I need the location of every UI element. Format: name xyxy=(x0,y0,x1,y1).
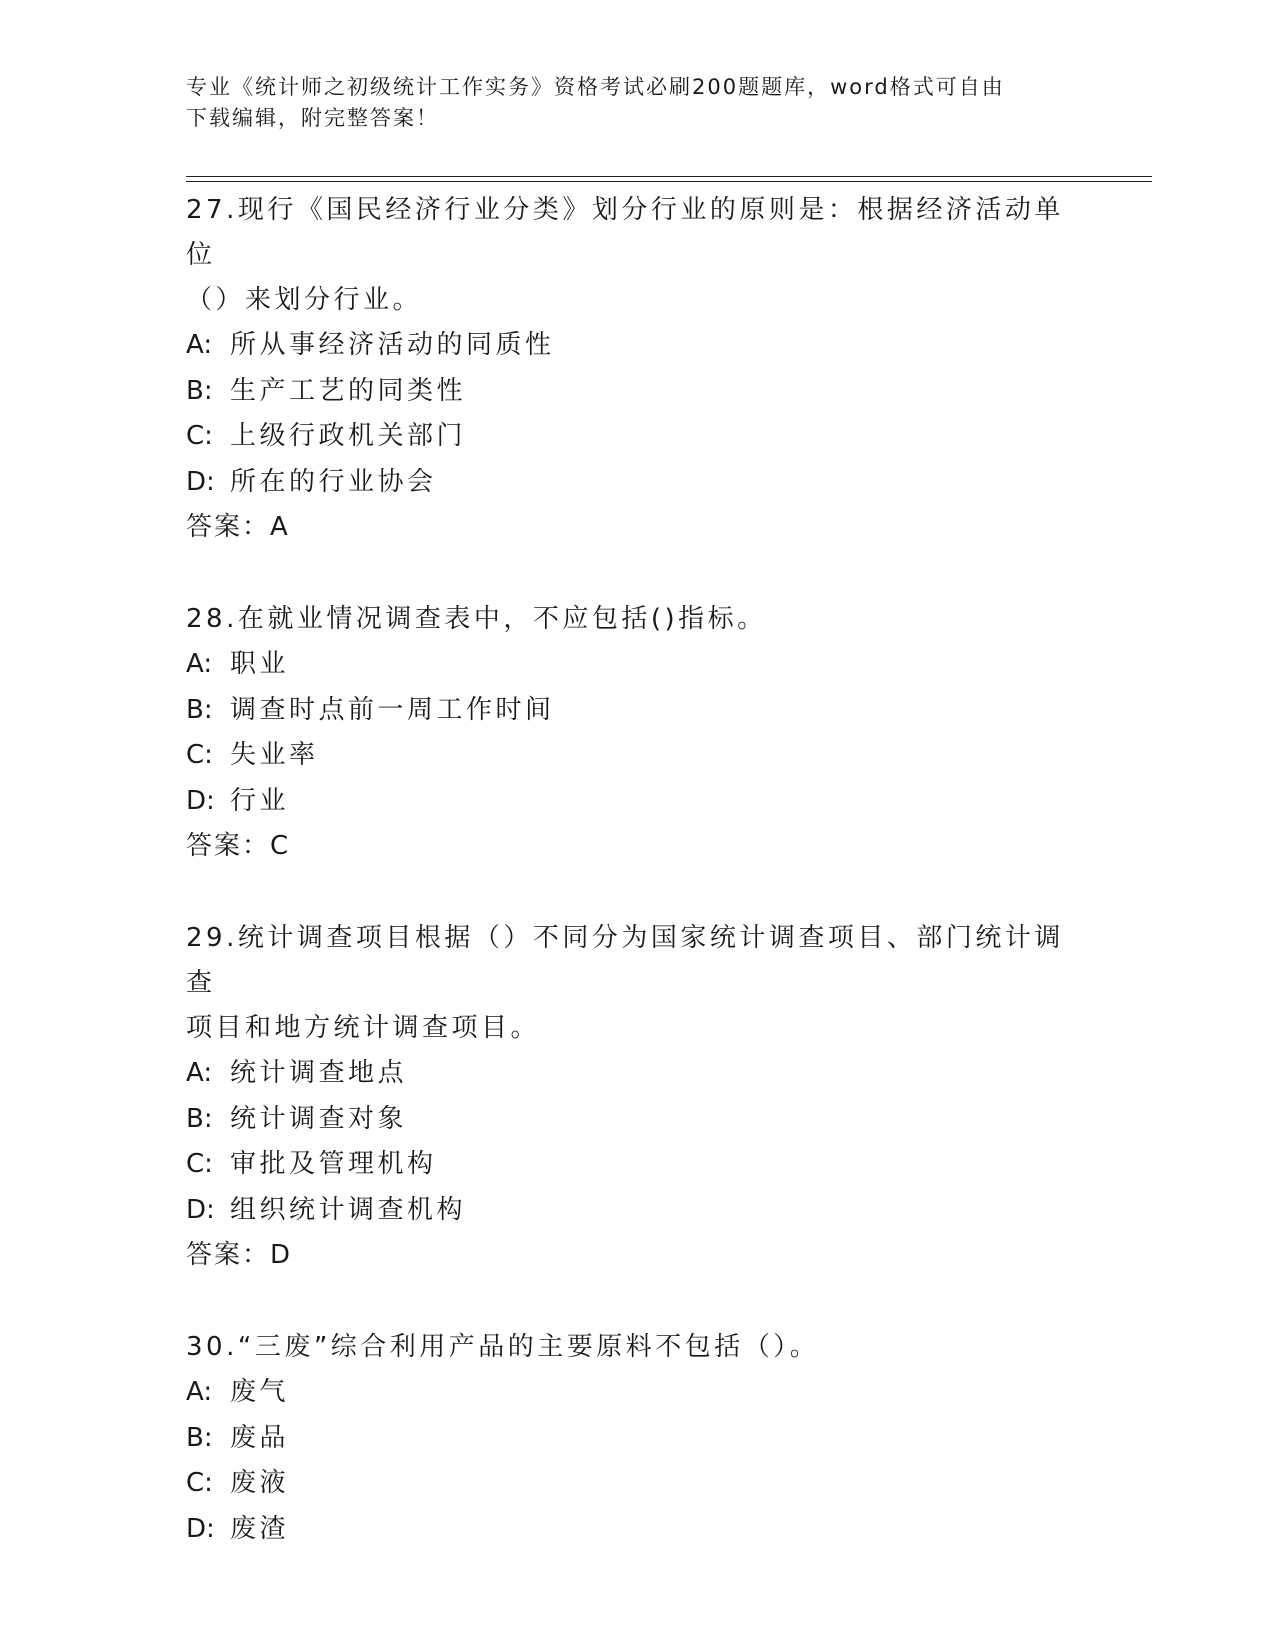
option-text: 审批及管理机构 xyxy=(230,1149,437,1179)
answer-line: 答案：A xyxy=(186,512,290,542)
question-stem: 28.在就业情况调查表中，不应包括()指标。 xyxy=(186,604,767,634)
option-c xyxy=(186,1142,1086,1188)
option-letter: A: xyxy=(186,1377,213,1407)
option-a xyxy=(186,1051,1086,1097)
question-30 xyxy=(186,1325,1086,1552)
option-letter: B: xyxy=(186,375,213,406)
option-text: 统计调查地点 xyxy=(230,1058,408,1088)
option-b xyxy=(186,1097,1086,1143)
option-letter: B: xyxy=(186,694,213,725)
document-header xyxy=(186,72,1086,134)
option-d xyxy=(186,779,1086,825)
question-stem: 27.现行《国民经济行业分类》划分行业的原则是：根据经济活动单位 xyxy=(186,195,1064,270)
option-letter: A: xyxy=(186,1058,213,1088)
option-b xyxy=(186,688,1086,734)
option-letter: C: xyxy=(186,421,213,451)
option-text: 所在的行业协会 xyxy=(230,466,437,497)
question-29 xyxy=(186,916,1086,1278)
option-letter: C: xyxy=(186,740,213,770)
option-d xyxy=(186,1188,1086,1234)
header-line-2: 下载编辑，附完整答案！ xyxy=(186,106,439,130)
question-stem: 30.“三废”综合利用产品的主要原料不包括（）。 xyxy=(186,1332,820,1362)
option-letter: A: xyxy=(186,330,213,360)
option-d xyxy=(186,1507,1086,1553)
option-a xyxy=(186,323,1086,369)
option-letter: D: xyxy=(186,1513,215,1544)
option-c xyxy=(186,414,1086,460)
option-text: 职业 xyxy=(230,649,290,679)
header-rule-bottom xyxy=(186,181,1152,182)
option-letter: C: xyxy=(186,1149,213,1179)
question-spacer xyxy=(186,550,1086,597)
option-text: 组织统计调查机构 xyxy=(230,1194,467,1225)
option-b xyxy=(186,369,1086,415)
header-rule-top xyxy=(186,176,1152,177)
option-text: 上级行政机关部门 xyxy=(230,421,467,451)
option-text: 失业率 xyxy=(230,740,319,770)
option-text: 行业 xyxy=(230,785,290,816)
question-stem-continued: （）来划分行业。 xyxy=(186,285,423,315)
question-list xyxy=(186,188,1086,1552)
option-text: 废渣 xyxy=(230,1513,290,1544)
question-28 xyxy=(186,597,1086,869)
option-text: 生产工艺的同类性 xyxy=(230,375,467,406)
question-27 xyxy=(186,188,1086,550)
option-text: 调查时点前一周工作时间 xyxy=(230,694,555,725)
option-a xyxy=(186,642,1086,688)
header-line-1: 专业《统计师之初级统计工作实务》资格考试必刷200题题库，word格式可自由 xyxy=(186,75,1005,99)
question-spacer xyxy=(186,1278,1086,1325)
option-letter: D: xyxy=(186,1194,215,1225)
question-stem-continued: 项目和地方统计调查项目。 xyxy=(186,1013,541,1043)
option-text: 所从事经济活动的同质性 xyxy=(230,330,555,360)
option-letter: B: xyxy=(186,1422,213,1453)
option-letter: D: xyxy=(186,466,215,497)
option-d xyxy=(186,460,1086,506)
option-a xyxy=(186,1370,1086,1416)
question-stem: 29.统计调查项目根据（）不同分为国家统计调查项目、部门统计调查 xyxy=(186,923,1064,998)
option-text: 废液 xyxy=(230,1468,290,1498)
option-c xyxy=(186,733,1086,779)
answer-line: 答案：D xyxy=(186,1240,293,1270)
option-b xyxy=(186,1416,1086,1462)
option-letter: A: xyxy=(186,649,213,679)
option-letter: D: xyxy=(186,785,215,816)
option-letter: C: xyxy=(186,1468,213,1498)
option-text: 废品 xyxy=(230,1422,290,1453)
option-text: 统计调查对象 xyxy=(230,1103,408,1134)
option-c xyxy=(186,1461,1086,1507)
option-text: 废气 xyxy=(230,1377,290,1407)
answer-line: 答案：C xyxy=(186,831,291,861)
question-spacer xyxy=(186,869,1086,916)
option-letter: B: xyxy=(186,1103,213,1134)
